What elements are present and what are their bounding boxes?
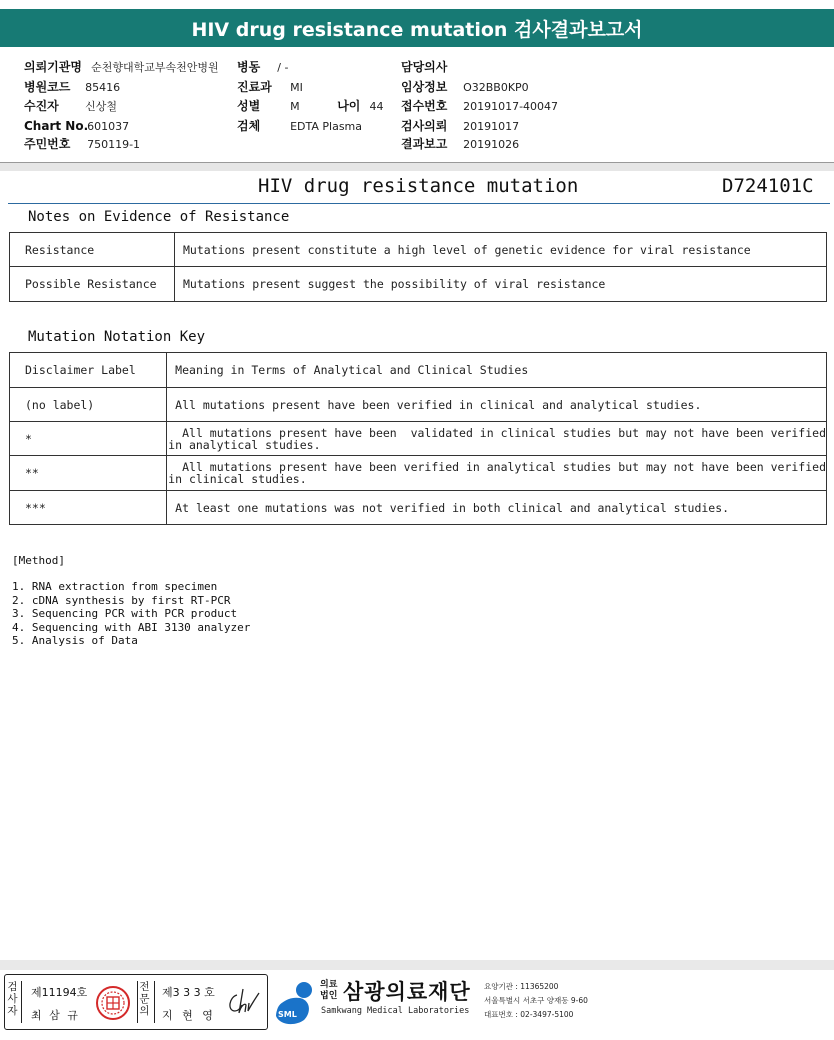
signature-box — [4, 974, 268, 1030]
header-row-ward — [237, 56, 288, 75]
institution-label: 의뢰기관명 — [24, 60, 82, 74]
header-row-chart — [24, 115, 129, 134]
contact-code: 요양기관 : 11365200 — [484, 982, 559, 991]
table-row — [10, 491, 827, 525]
clinical-info-label: 임상정보 — [401, 80, 448, 94]
header-row-report-date — [401, 133, 519, 152]
notes-label-cell: Resistance — [10, 233, 175, 267]
header-row-receipt-no — [401, 95, 558, 114]
key-text-line2: in analytical studies. — [168, 437, 321, 452]
header-row-dept — [237, 76, 303, 95]
resident-no-label: 주민번호 — [24, 137, 71, 151]
age-label: 나이 — [337, 99, 361, 113]
patient-value: 신상철 — [85, 100, 117, 113]
org-name: 삼광의료재단 — [343, 980, 471, 1004]
notes-table — [9, 232, 827, 302]
table-row — [10, 353, 827, 388]
key-text-line1: All mutations present have been validated in clinical studies but may not have been verified — [175, 425, 826, 440]
table-row — [10, 456, 827, 491]
report-date-label: 결과보고 — [401, 137, 448, 151]
sml-logo-icon — [270, 976, 320, 1026]
logo-text: SML — [278, 1010, 297, 1019]
table-row — [10, 422, 827, 456]
key-label-cell: *** — [10, 491, 167, 525]
institution-value: 순천향대학교부속천안병원 — [91, 61, 219, 74]
header-row-patient — [24, 95, 117, 114]
receipt-no-value: 20191017-40047 — [463, 100, 559, 113]
resident-no-value: 750119-1 — [87, 138, 141, 151]
examiner-license: 제11194호 — [31, 986, 88, 999]
method-step: 1. RNA extraction from specimen — [12, 580, 218, 593]
contact-phone: 대표번호 : 02-3497-5100 — [484, 1010, 574, 1019]
notes-heading: Notes on Evidence of Resistance — [28, 209, 290, 225]
header-row-specimen — [237, 115, 362, 134]
key-label-cell: ** — [10, 456, 167, 491]
header-row-doctor — [401, 56, 458, 75]
key-header-label: Disclaimer Label — [10, 353, 167, 388]
dept-value: MI — [290, 81, 303, 94]
doctor-label: 담당의사 — [401, 60, 448, 74]
org-contact — [484, 980, 588, 1022]
request-date-label: 검사의뢰 — [401, 119, 448, 133]
specimen-value: EDTA Plasma — [290, 120, 363, 133]
report-title: HIV drug resistance mutation 검사결과보고서 — [0, 9, 834, 47]
header-row-resident-no — [24, 133, 140, 152]
method-step: 4. Sequencing with ABI 3130 analyzer — [12, 620, 251, 634]
key-text-cell: At least one mutations was not verified in both clinical and analytical studies. — [167, 491, 827, 525]
method-heading: [Method] — [12, 554, 65, 567]
sex-label: 성별 — [237, 99, 261, 113]
org-prefix-line2: 법인 — [320, 991, 338, 1001]
sex-value: M — [290, 100, 300, 113]
patient-label: 수진자 — [24, 99, 59, 113]
report-date-value: 20191026 — [463, 138, 520, 151]
specialist-license: 제3 3 3 호 — [162, 986, 215, 999]
header-row-hospital-code — [24, 76, 120, 95]
footer-band — [0, 960, 834, 970]
org-prefix-line1: 의료 — [320, 980, 338, 990]
key-text-cell — [167, 456, 827, 491]
ward-label: 병동 — [237, 60, 261, 74]
notes-text-cell: Mutations present constitute a high level of genetic evidence for viral resistance — [175, 233, 827, 267]
table-row — [10, 267, 827, 302]
receipt-no-label: 접수번호 — [401, 99, 448, 113]
key-text-line1: All mutations present have been verified in analytical studies but may not have been verified — [175, 460, 826, 474]
header-row-sex-age — [237, 95, 383, 114]
notes-text-cell: Mutations present suggest the possibility of viral resistance — [175, 267, 827, 302]
table-row — [10, 388, 827, 422]
specialist-role — [137, 981, 155, 1023]
ward-value: / - — [277, 61, 289, 74]
key-table — [9, 352, 827, 525]
key-heading: Mutation Notation Key — [28, 329, 206, 345]
header-divider — [0, 162, 834, 171]
examiner-role — [7, 981, 22, 1023]
key-text-cell — [167, 422, 827, 456]
table-row — [10, 233, 827, 267]
examiner-role-text: 검사자 — [7, 981, 18, 1017]
seal-icon — [95, 985, 131, 1021]
method-step: 3. Sequencing PCR with PCR product — [12, 607, 238, 620]
method-step: 5. Analysis of Data — [12, 634, 138, 647]
report-heading-underline — [8, 203, 830, 204]
chart-no-label: Chart No. — [24, 119, 89, 133]
request-date-value: 20191017 — [463, 120, 520, 133]
contact-address: 서울특별시 서초구 양재동 9-60 — [484, 996, 588, 1005]
chart-no-value: 601037 — [87, 120, 130, 133]
org-prefix — [320, 980, 337, 1002]
key-label-cell: * — [10, 422, 167, 456]
specialist-name: 지 현 영 — [162, 1009, 216, 1022]
method-list — [12, 580, 250, 648]
examiner-name: 최 삼 규 — [31, 1009, 80, 1022]
report-heading: HIV drug resistance mutation — [258, 175, 579, 197]
age-value: 44 — [369, 100, 384, 113]
key-header-text: Meaning in Terms of Analytical and Clinical Studies — [167, 353, 827, 388]
header-row-clinical-info — [401, 76, 529, 95]
header-row-request-date — [401, 115, 519, 134]
clinical-info-value: O32BB0KP0 — [463, 81, 529, 94]
specialist-role-text: 전문의 — [139, 981, 150, 1017]
hospital-code-value: 85416 — [85, 81, 121, 94]
dept-label: 진료과 — [237, 80, 272, 94]
method-step: 2. cDNA synthesis by first RT-PCR — [12, 593, 231, 607]
key-text-line2: in clinical studies. — [168, 472, 307, 486]
key-label-cell: (no label) — [10, 388, 167, 422]
hospital-code-label: 병원코드 — [24, 80, 71, 94]
report-code: D724101C — [722, 175, 814, 197]
notes-label-cell: Possible Resistance — [10, 267, 175, 302]
specimen-label: 검체 — [237, 119, 261, 133]
header-row-institution — [24, 56, 219, 75]
key-text-cell: All mutations present have been verified in clinical and analytical studies. — [167, 388, 827, 422]
org-english: Samkwang Medical Laboratories — [321, 1006, 470, 1016]
signature-icon — [223, 985, 263, 1019]
